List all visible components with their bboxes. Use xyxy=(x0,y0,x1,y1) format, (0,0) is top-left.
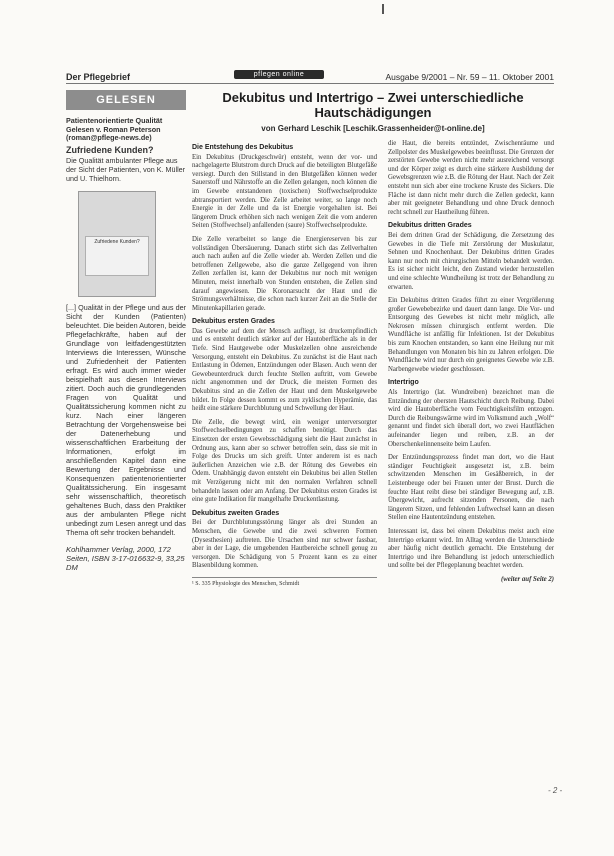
scan-mark xyxy=(382,4,384,14)
article-title: Dekubitus und Intertrigo – Zwei unterschiedliche Hautschädigungen xyxy=(222,90,524,120)
sidebar-banner: GELESEN xyxy=(66,90,186,110)
site-logo: pflegen online xyxy=(234,70,324,79)
paragraph: Die Zelle, die bewegt wird, ein weniger unterversorgter Stoffwechselbedingungen zu schaffen benötigt. Durch das Einsetzen der ersten Gewebsschädigung sieht die Haut zunächst in Ordnung aus, kann aber so schwer betroffen sein, dass sie mit in Folge des Drucks um sich greift. Unter anderem ist es nach äußerlichen Anzeichen wie z.B. der Rötung des Gewebes ein Ödem. Unabhängig davon entsteht ein Dekubitus bei allen Stellen mit Verzögerung nicht mit den normalen Verfahren schnell behandeln lassen oder am Anfang. Der Dekubitus ersten Grades ist eine gute Indikation für mangelhafte Druckentlastung. xyxy=(192,418,377,504)
paragraph: Ein Dekubitus (Druckgeschwür) entsteht, wenn der vor- und nachgelagerte Blutstrom durch Druck auf die beteiligten Blutgefäße versiegt. Durch den Stillstand in den Blutgefäßen können weder Sauerstoff und Nährstoffe an die Zellen gelangen, noch können die im Gewebe entstandenen (toxischen) Stoffwechselprodukte abtransportiert werden. Die Zelle arbeitet weiter, so lange noch Energie in der Zelle und da ist Energie vorgehalten ist. Bei längerem Druck erhöhen sich nach wenigen Zeit die vom anderen Seiten (Stoffwechsel) anfallenden (saure) Stoffwechselprodukte. xyxy=(192,153,377,230)
book-citation: Kohlhammer Verlag, 2000, 172 Seiten, ISBN 3-17-016632-9, 33,25 DM xyxy=(66,544,185,572)
book-intro: Die Qualität ambulanter Pflege aus der Sicht der Patienten, von K. Müller und U. Thielhorn. xyxy=(66,155,186,183)
paragraph: Interessant ist, dass bei einem Dekubitus meist auch eine Intertrigo erkannt wird. Im Alltag werden die Unterschiede aber häufig nicht deutlich gemacht. Die Entstehung der Intertrigo und ihre Behandlung ist jedoch unterschiedlich und sollte bei der Pflegeplanung beachtet werden. xyxy=(388,527,554,570)
paragraph: Die Zelle verarbeitet so lange die Energiereserven bis zur vollständigen Übersäuerung. Danach stirbt sich das Zellverhalten auch nach außen auf die Zelle wieder ab. Werden Zellen und die betroffenen Zellgewebe, also die ganze Zellgegend von ihren Zellen zerfallen ist, kann der Dekubitus nur noch mit wenigen Minuten, meist innerhalb von Stunden entstehen, die Zellen sind darauf angewiesen. Die Koronarsucht der Haut und die Strömungsverhältnisse, die schon nach kurzer Zeit an die Stelle der Minutenkapillarien gerade. xyxy=(192,235,377,312)
paragraph: die Haut, die bereits entzündet, Zwischenräume und Zellpolster des Muskelgewebes beeinflusst. Die Grenzen der zerstörten Gewebe werden nicht mehr ausreichend versorgt und der Körper zeigt es durch eine stärkere Ausbildung der Gewebsgrenzen wie z.B. die Rötung der Haut. Nach der Zeit entsteht nun sich aber eine trockene Kruste des Sickers. Die Fläche ist dann nicht mehr durch die Zellen gedeckt, kann aber mit geeigneter Behandlung und ohne Druck dennoch recht schnell zur Hautheilung führen. xyxy=(388,140,554,216)
page-number: - 2 - xyxy=(548,786,563,795)
section-heading: Die Entstehung des Dekubitus xyxy=(192,144,294,151)
publication-name: Der Pflegebrief xyxy=(66,72,131,82)
footnote: ¹ S. 335 Physiologie des Menschen, Schmidt xyxy=(192,577,377,589)
sidebar-review xyxy=(66,90,186,572)
book-cover-image xyxy=(78,191,156,297)
section-heading: Dekubitus dritten Grades xyxy=(388,222,472,230)
paragraph: Bei der Durchblutungsstörung länger als drei Stunden an Menschen, die Gewebe und die zwei schweren Formen (Dysesthesien) auftreten. Die Ursachen sind nur schwer fassbar, aber in der Lage, die umgebenden Hautbereiche schnell genug zu versorgen. Die Schädigung von 5 Prozent kann es zu einer Blasenbildung kommen. xyxy=(192,519,377,570)
section-heading: Dekubitus zweiten Grades xyxy=(192,509,280,517)
continued-note: (weiter auf Seite 2) xyxy=(500,575,554,583)
issue-info: Ausgabe 9/2001 – Nr. 59 – 11. Oktober 2001 xyxy=(385,72,554,82)
paragraph: Der Entzündungsprozess findet man dort, wo die Haut ständiger Feuchtigkeit ausgesetzt ist, z.B. beim schwitzenden Menschen im Gesäßbereich, in der Leistenbeuge oder bei Frauen unter der Brust. Durch die feuchte Haut reibt diese bei ständiger Bewegung auf, z.B. Übergewicht, aufrecht sitzenden Personen, die nach längerem Sitzen, und fehlenden Luftwechsel kann an diesen Stellen eine Hautentzündung entstehen. xyxy=(388,454,554,522)
review-body: [...] Qualität in der Pflege und aus der Sicht der Kunden (Patienten) beleuchtet. Die beiden Autoren, beide Pflegefachkräfte, haben auf der Grundlage von leitfadengestützten Interviews die Interessen, Wünsche und Zufriedenheit der Patienten erfragt. Es wird auch immer wieder beispielhaft aus diesen Interviews zitiert. Doch auch die grundlegenden Fragen von Qualität und Qualitätssicherung kommen nicht zu kurz. Nach einer längeren Betrachtung der Vorgehensweise bei der Datenerhebung und wissenschaftlichen Erarbeitung der Informationen, erfolgt im anschließenden Kapitel dann eine Bewertung der Ergebnisse und Konsequenzen patientenorientierter Qualitätssicherung. Ein insgesamt sehr wissenschaftlich, theoretisch gehaltenes Buch, dass den Praktiker aus der ambulanten Pflege nicht unbedingt zum Lesen anregt und das Thema oft sehr trocken behandelt. xyxy=(66,302,186,537)
paragraph: Ein Dekubitus dritten Grades führt zu einer Vergrößerung großer Gewebebezirke und dauert dann lange. Die Vor- und Entsorgung des Gewebes ist nicht mehr möglich, alle Nekrosen müssen chirurgisch entfernt werden. Die Wundfläche ist anfällig für Infektionen. Ist der Dekubitus bis zum Knochen entstanden, so kann eine Heilung nur mit Behandlungen von Monaten bis hin zu Jahren erfolgen. Die Wundfläche wird nur durch ein geeignetes Gewebe wie z.B. Narbengewebe wieder geschlossen. xyxy=(388,297,554,373)
book-title: Zufriedene Kunden? xyxy=(66,144,154,155)
article-byline: von Gerhard Leschik [Leschik.Grassenheider@t-online.de] xyxy=(261,124,485,133)
book-cover-label: Zufriedene Kunden? xyxy=(85,236,149,276)
paragraph: Das Gewebe auf dem der Mensch aufliegt, ist druckempfindlich und es entsteht deutlich stärker auf der Hautoberfläche als in der Tiefe. Sind Hautgewebe oder Muskelzellen ohne ausreichende Versorgung, entsteht ein Dekubitus. Zu zunächst ist die Haut nach Entlastung in Ödemen, Entzündungen oder Blasen. Auch wenn der Gewebeunterdruck durch feuchte Stellen auftritt, vom Gewebe nicht angenommen und der Druck, die meisten Formen des Dekubitus sind an die Zellen der Haut und dem Muskelgewebe bildet. In Folge dessen kommt es zum zyklischen Hyperämie, das heißt eine stärkere Durchblutung und Schwellung der Haut. xyxy=(192,327,377,413)
review-heading: Patientenorientierte Qualität Gelesen v. Roman Peterson (roman@pflege-news.de) xyxy=(66,116,163,142)
header-rule xyxy=(66,83,554,84)
paragraph: Als Intertrigo (lat. Wundreiben) bezeichnet man die Entzündung der obersten Hautschicht durch Reibung. Dabei wird die Hautoberfläche vom Feuchtigkeitsfilm entzogen. Durch die Reibungswärme wird im Volksmund auch „Wolf“ genannt und findet sich überall dort, wo zwei Hautflächen aufeinander liegen und reiben, z.B. an der Oberschenkelinnenseite beim Laufen. xyxy=(388,389,554,448)
article-column-2 xyxy=(388,140,554,585)
section-heading: Intertrigo xyxy=(388,379,419,387)
section-heading: Dekubitus ersten Grades xyxy=(192,318,275,326)
article-column-1 xyxy=(192,140,377,589)
paragraph: Bei dem dritten Grad der Schädigung, die Zersetzung des Gewebes in die Tiefe mit Zerstörung der Muskulatur, Sehnen und Knochenhaut. Der Dekubitus dritten Grades kann nur noch mit chirurgischen Mitteln behandelt werden. Es ist sicher nicht leicht, den Zustand wieder herzustellen und eine schlechte Wundheilung ist trotz der Behandlung zu erwarten. xyxy=(388,231,554,291)
